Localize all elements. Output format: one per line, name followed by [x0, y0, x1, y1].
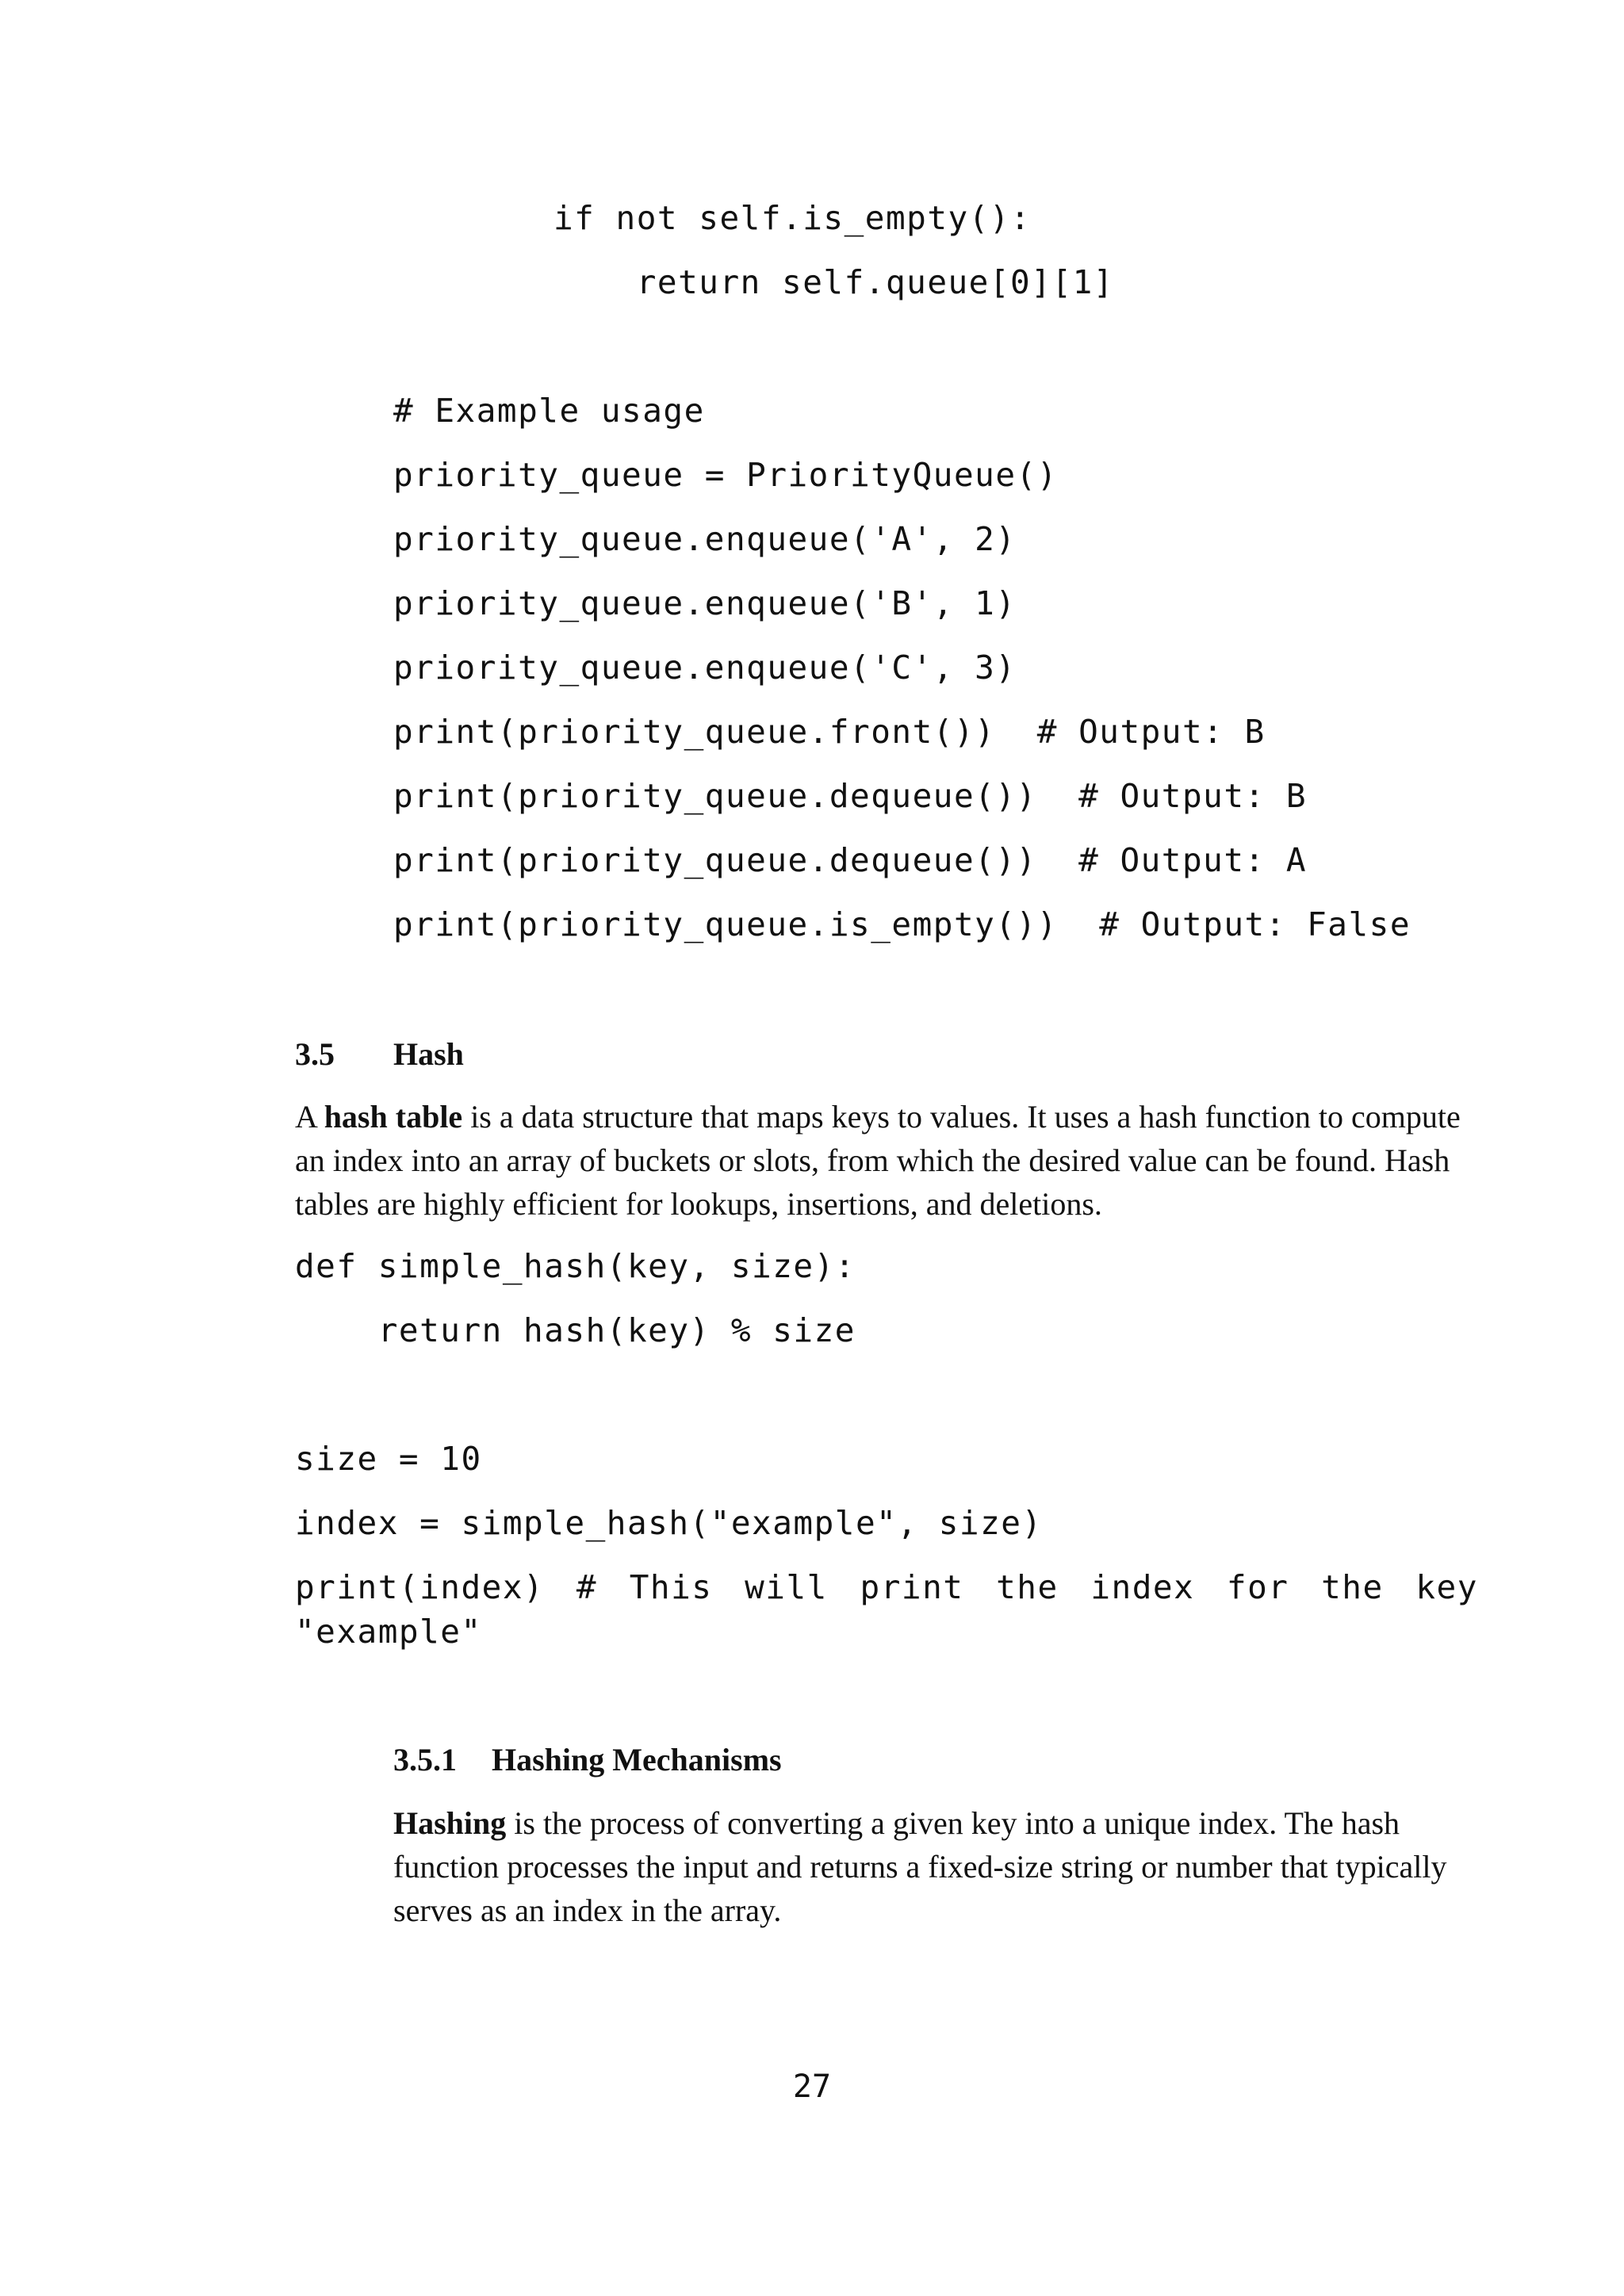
code-line-justified	[295, 1567, 1478, 1607]
code-token: index	[1090, 1568, 1195, 1606]
paragraph-line: function processes the input and returns a fixed-size string or number that typically	[393, 1849, 1447, 1885]
paragraph-line	[393, 1801, 1400, 1845]
code-token: for	[1226, 1568, 1289, 1606]
code-line: print(priority_queue.dequeue()) # Output: B	[393, 777, 1308, 815]
code-token: print(index)	[295, 1568, 545, 1606]
code-line: priority_queue = PriorityQueue()	[393, 456, 1058, 494]
code-line: size = 10	[295, 1440, 482, 1478]
subsection-heading-3-5-1	[393, 1740, 782, 1780]
code-line: priority_queue.enqueue('C', 3)	[393, 649, 1017, 687]
code-token: This	[629, 1568, 713, 1606]
paragraph-line	[295, 1095, 1461, 1138]
code-line: def simple_hash(key, size):	[295, 1247, 856, 1285]
paragraph-text: is a data structure that maps keys to values. It uses a hash function to compute	[462, 1099, 1461, 1135]
code-token: the	[996, 1568, 1059, 1606]
code-line: return self.queue[0][1]	[553, 263, 1114, 301]
subsection-number: 3.5.1	[393, 1742, 457, 1777]
paragraph-line: serves as an index in the array.	[393, 1892, 782, 1928]
section-number: 3.5	[295, 1036, 335, 1072]
code-token: #	[576, 1568, 598, 1606]
code-line: print(priority_queue.is_empty()) # Output: False	[393, 905, 1411, 943]
code-token: the	[1321, 1568, 1384, 1606]
code-line: index = simple_hash("example", size)	[295, 1504, 1043, 1542]
code-comment-line: # Example usage	[393, 392, 705, 430]
code-token: key	[1415, 1568, 1478, 1606]
paragraph-line: an index into an array of buckets or slots, from which the desired value can be found. Hash	[295, 1142, 1450, 1178]
code-token: print	[860, 1568, 964, 1606]
bold-term: Hashing	[393, 1805, 507, 1841]
paragraph-line: tables are highly efficient for lookups, insertions, and deletions.	[295, 1186, 1102, 1222]
code-line: print(priority_queue.front()) # Output: B	[393, 713, 1266, 751]
section-title: Hash	[393, 1036, 464, 1072]
code-line-continuation: "example"	[295, 1613, 482, 1651]
code-line: print(priority_queue.dequeue()) # Output: A	[393, 841, 1308, 879]
code-token: will	[745, 1568, 828, 1606]
subsection-title: Hashing Mechanisms	[492, 1742, 782, 1777]
code-line: return hash(key) % size	[295, 1311, 856, 1349]
paragraph-text: is the process of converting a given key into a unique index. The hash	[506, 1805, 1400, 1841]
bold-term: hash table	[324, 1099, 463, 1135]
paragraph-text: A	[295, 1099, 324, 1135]
code-line: priority_queue.enqueue('A', 2)	[393, 520, 1017, 558]
code-line: priority_queue.enqueue('B', 1)	[393, 584, 1017, 622]
section-heading-3-5	[295, 1035, 464, 1074]
page-number: 27	[792, 2068, 832, 2105]
code-line: if not self.is_empty():	[553, 199, 1032, 237]
